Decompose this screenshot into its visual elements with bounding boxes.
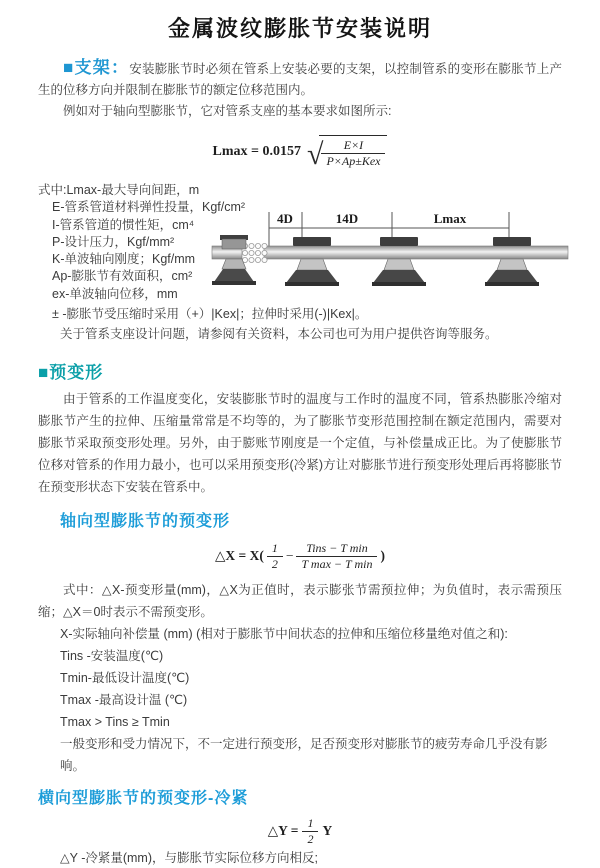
lateral-formula-lhs: △Y = [267,823,299,838]
definition-line: E-管系管道材料弹性投量，Kgf/cm² [52,200,246,215]
radical-sign: √ [307,138,324,171]
page-title: 金属波纹膨胀节安装说明 [167,16,432,41]
axial-predeform-heading: 轴向型膨胀节的预变形 [60,513,231,530]
predeform-paragraph: 由于管系的工作温度变化，安装膨胀节时的温度与工作时的温度不同，管系热膨胀冷缩对膨胀节产生的拉伸、压缩量常常是不均等的，为了膨胀节变形范围控制在额定范围内，需要对膨胀节采取预变形处理。另外，由于膨账节刚度是一个定值，与补偿量成正比。为了使膨胀节位移对管系的作用力最小，也可以采用预变形(冷紧)方让对膨胀节进行预变形处理后再将膨胀节在预变形状态下安装在管系中。 [38,392,562,494]
guide-support [285,237,339,286]
axial-formula-notes [38,579,562,777]
axial-note-x: X-实际轴向补偿量 (mm) (相对于膨胀节中间状态的拉伸和压缩位移量绝对值之和): [60,627,508,641]
support-intro-paragraph [38,57,562,101]
definition-line: P-设计压力，Kgf/mm² [52,234,175,249]
definition-line: Ap-膨胀节有效面积，cm² [52,269,193,284]
close-paren: ) [380,548,385,563]
axial-formula-lhs: △X = X( [215,548,264,563]
temp-fraction-numerator: Tins − T min [306,540,368,555]
lateral-half-numerator: 1 [307,815,314,830]
temp-line-tins: Tins -安装温度(℃) [60,649,164,663]
pipe [264,246,568,259]
temperature-fraction [296,541,377,572]
lateral-predeform-formula [38,814,562,848]
lmax-fraction-numerator: E×I [343,138,364,152]
support-intro-text: 安装膨胀节时必须在管系上安装必要的支架，以控制管系的变形在膨胀节上产生的位移方向并限制在膨胀节的额定位移范围内。 [38,62,562,97]
half-denominator: 2 [267,556,283,572]
lateral-note: △Y -冷紧量(mm)，与膨胀节实际位移方向相反; [60,851,318,865]
half-numerator: 1 [271,540,278,555]
dimension-label-lmax: Lmax [433,211,467,226]
sqrt-radical [307,135,387,169]
one-half-fraction [267,541,283,572]
guide-support [372,237,426,286]
consulting-note: 关于管系支座设计问题，请参阅有关资料，本公司也可为用户提供咨询等服务。 [60,327,498,341]
lateral-one-half-fraction [302,816,318,847]
definition-line: I-管系管道的惯性矩，cm⁴ [52,217,195,232]
lmax-formula [38,132,562,172]
temp-inequality: Tmax > Tins ≥ Tmin [60,715,170,729]
temp-line-tmin: Tmin-最低设计温度(℃) [60,671,190,685]
axial-note-delta-x: 式中：△X-预变形量(mm)，△X为正值时，表示膨张节需预拉伸；为负值时，表示需预压缩；△X＝0时表示不需预变形。 [38,583,562,619]
lateral-formula-rhs: Y [322,823,333,838]
lateral-predeform-heading: 横向型膨胀节的预变形-冷紧 [38,790,249,807]
definition-line: 式中:Lmax-最大导向间距，m [38,183,200,197]
guide-support [485,237,539,286]
lateral-half-denominator: 2 [302,831,318,847]
temp-line-tmax: Tmax -最高设计温 (℃) [60,693,188,707]
dimension-label-14d: 14D [335,211,359,226]
support-example-line: 例如对于轴向型膨胀节，它对管系支座的基本要求如图所示: [63,104,392,118]
definition-line: ex-单波轴向位移，mm [52,286,178,301]
sign-convention-note: ± -膨胀节受压缩时采用（+）|Kex|；拉伸时采用(-)|Kex|。 [52,307,368,321]
predeform-section-heading: ■预变形 [38,363,104,382]
dimension-label-4d: 4D [277,211,293,226]
axial-general-note: 一般变形和受力情况下，不一定进行预变形，足否预变形对膨胀节的疲劳寿命几乎没有影响。 [60,737,548,773]
support-section-heading: ■支架： [63,58,130,77]
lmax-formula-lhs: Lmax = 0.0157 [212,144,301,159]
lmax-fraction [321,138,385,169]
minus-sign: − [285,548,294,563]
temp-fraction-denominator: T max − T min [296,556,377,572]
definitions-and-diagram [38,182,562,304]
lmax-fraction-denominator: P×Ap±Kex [321,153,385,169]
pipe-support-diagram [212,206,568,304]
definition-line: K-单波轴向刚度；Kgf/mm [52,252,196,267]
axial-predeform-formula [38,539,562,573]
